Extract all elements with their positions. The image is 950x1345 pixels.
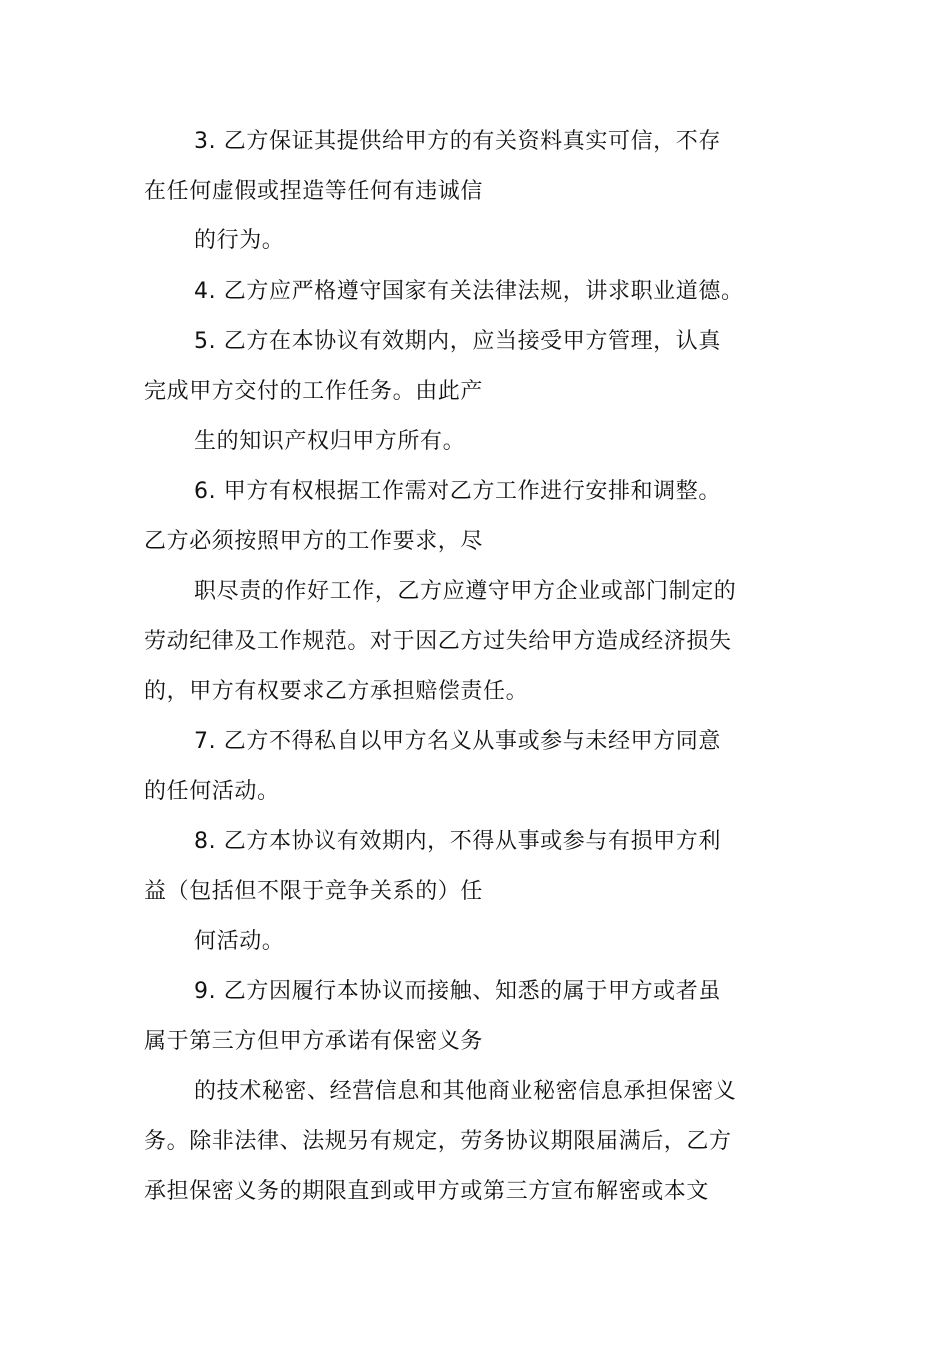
clause-9-line-1: 9. 乙方因履行本协议而接触、知悉的属于甲方或者虽 [194, 979, 721, 1004]
clause-6-line-5: 的，甲方有权要求乙方承担赔偿责任。 [144, 679, 529, 704]
clause-5-line-3: 生的知识产权归甲方所有。 [194, 429, 466, 454]
clause-9-line-5: 承担保密义务的期限直到或甲方或第三方宣布解密或本文 [144, 1179, 710, 1204]
clause-3-line-1: 3. 乙方保证其提供给甲方的有关资料真实可信，不存 [194, 129, 721, 154]
clause-9-line-3: 的技术秘密、经营信息和其他商业秘密信息承担保密义 [194, 1079, 737, 1104]
clause-6-line-2: 乙方必须按照甲方的工作要求，尽 [144, 529, 484, 554]
clause-6-line-3: 职尽责的作好工作，乙方应遵守甲方企业或部门制定的 [194, 579, 737, 604]
clause-7-line-2: 的任何活动。 [144, 779, 280, 804]
clause-6-line-4: 劳动纪律及工作规范。对于因乙方过失给甲方造成经济损失 [144, 629, 732, 654]
clause-8-line-3: 何活动。 [194, 929, 285, 954]
clause-6-line-1: 6. 甲方有权根据工作需对乙方工作进行安排和调整。 [194, 479, 721, 504]
clause-8-line-1: 8. 乙方本协议有效期内，不得从事或参与有损甲方利 [194, 829, 721, 854]
clause-7-line-1: 7. 乙方不得私自以甲方名义从事或参与未经甲方同意 [194, 729, 721, 754]
clause-5-line-1: 5. 乙方在本协议有效期内，应当接受甲方管理，认真 [194, 329, 721, 354]
clause-9-line-4: 务。除非法律、法规另有规定，劳务协议期限届满后，乙方 [144, 1129, 732, 1154]
clause-3-line-2: 在任何虚假或捏造等任何有违诚信 [144, 179, 484, 204]
clause-4-line-1: 4. 乙方应严格遵守国家有关法律法规，讲求职业道德。 [194, 279, 744, 304]
clause-9-line-2: 属于第三方但甲方承诺有保密义务 [144, 1029, 484, 1054]
clause-3-line-3: 的行为。 [194, 228, 285, 253]
clause-5-line-2: 完成甲方交付的工作任务。由此产 [144, 379, 484, 404]
clause-8-line-2: 益（包括但不限于竞争关系的）任 [144, 879, 484, 904]
